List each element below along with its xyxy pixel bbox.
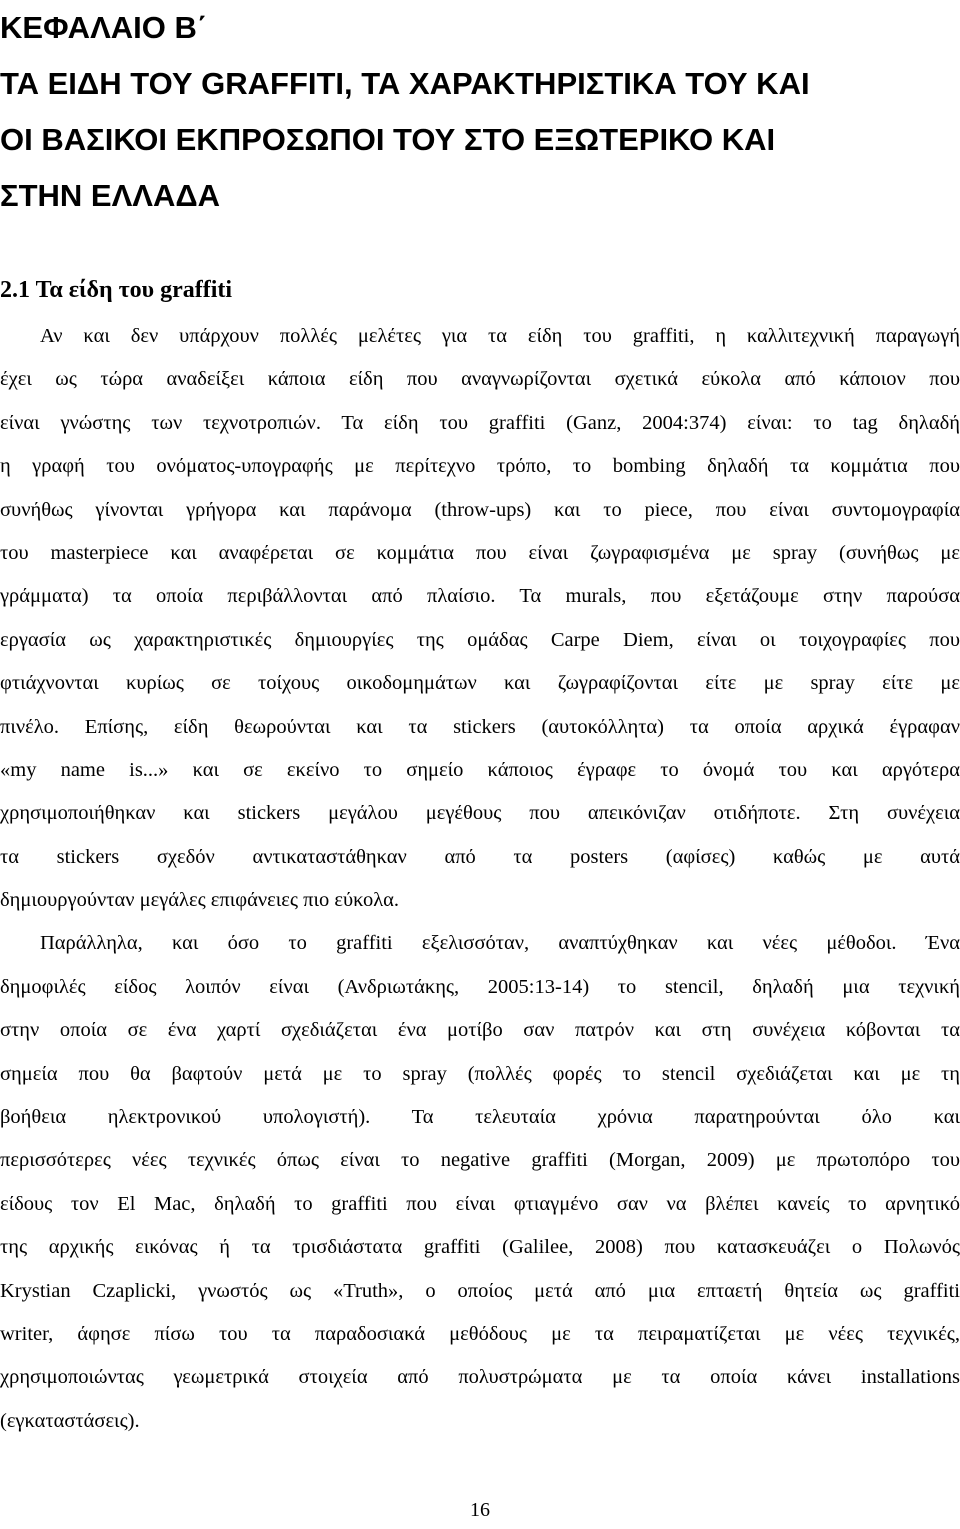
paragraph-new-methods <box>0 922 960 1443</box>
text-line: Αν και δεν υπάρχουν πολλές μελέτες για τα είδη του graffiti, η καλλιτεχνική παραγωγή <box>40 325 960 347</box>
text-line: χρησιμοποιήθηκαν και stickers μεγάλου μεγέθους που απεικόνιζαν οτιδήποτε. Στη συνέχεια <box>0 802 960 825</box>
chapter-heading-line: ΚΕΦΑΛΑΙΟ Β΄ <box>0 10 208 45</box>
text-line: γράμματα) τα οποία περιβάλλονται από πλαίσιο. Τα murals, που εξετάζουμε στην παρούσα <box>0 585 960 608</box>
text-line: writer, άφησε πίσω του τα παραδοσιακά μεθόδους με τα πειραματίζεται με νέες τεχνικές, <box>0 1322 960 1345</box>
text-line: η γραφή του ονόματος-υπογραφής με περίτεχνο τρόπο, το bombing δηλαδή τα κομμάτια που <box>0 455 960 478</box>
chapter-heading-line: ΟΙ ΒΑΣΙΚΟΙ ΕΚΠΡΟΣΩΠΟΙ ΤΟΥ ΣΤΟ ΕΞΩΤΕΡΙΚΟ ΚΑΙ <box>0 122 776 157</box>
text-line: του masterpiece και αναφέρεται σε κομμάτια που είναι ζωγραφισμένα με spray (συνήθως με <box>0 541 960 564</box>
text-line: περισσότερες νέες τεχνικές όπως είναι το negative graffiti (Morgan, 2009) με πρωτοπόρο του <box>0 1149 960 1172</box>
text-line: έχει ως τώρα αναδείξει κάποια είδη που αναγνωρίζονται σχετικά εύκολα από κάποιον που <box>0 368 960 391</box>
text-line: φτιάχνονται κυρίως σε τοίχους οικοδομημάτων και ζωγραφίζονται είτε με spray είτε με <box>0 672 960 695</box>
text-line: Παράλληλα, και όσο το graffiti εξελισσόταν, αναπτύχθηκαν και νέες μέθοδοι. Ένα <box>40 932 960 955</box>
section-heading: 2.1 Τα είδη του graffiti <box>0 277 233 303</box>
body-text <box>0 315 960 1443</box>
text-line: στην οποία σε ένα χαρτί σχεδιάζεται ένα μοτίβο σαν πατρόν και στη συνέχεια κόβονται τα <box>0 1019 960 1042</box>
text-line: εργασία ως χαρακτηριστικές δημιουργίες της ομάδας Carpe Diem, είναι οι τοιχογραφίες που <box>0 628 960 651</box>
chapter-heading-line: ΤΑ ΕΙΔΗ ΤΟΥ GRAFFITI, ΤΑ ΧΑΡΑΚΤΗΡΙΣΤΙΚΑ ΤΟΥ ΚΑΙ <box>0 66 810 101</box>
chapter-heading-line: ΣΤΗΝ ΕΛΛΑΔΑ <box>0 178 221 213</box>
page-number: 16 <box>470 1499 490 1521</box>
paragraph-types-of-graffiti <box>0 315 960 922</box>
text-line: τα stickers σχεδόν αντικαταστάθηκαν από τα posters (αφίσες) καθώς με αυτά <box>0 845 960 868</box>
text-line: δημοφιλές είδος λοιπόν είναι (Ανδριωτάκης, 2005:13-14) το stencil, δηλαδή μια τεχνική <box>0 975 960 998</box>
chapter-heading <box>0 0 960 224</box>
text-line: της αρχικής εικόνας ή τα τρισδιάστατα graffiti (Galilee, 2008) που κατασκευάζει ο Πολωνός <box>0 1236 960 1259</box>
text-line: Krystian Czaplicki, γνωστός ως «Truth», ο οποίος μετά από μια επταετή θητεία ως graffiti <box>0 1279 960 1302</box>
text-line: «my name is...» και σε εκείνο το σημείο κάποιος έγραφε το όνομά του και αργότερα <box>0 758 960 781</box>
text-line: σημεία που θα βαφτούν μετά με το spray (πολλές φορές το stencil σχεδιάζεται και με τη <box>0 1062 960 1085</box>
text-line: χρησιμοποιώντας γεωμετρικά στοιχεία από πολυστρώματα με τα οποία κάνει installations <box>0 1366 960 1389</box>
text-line: δημιουργούνταν μεγάλες επιφάνειες πιο εύκολα. <box>0 889 400 912</box>
text-line: συνήθως γίνονται γρήγορα και παράνομα (throw-ups) και το piece, που είναι συντομογραφία <box>0 498 960 521</box>
text-line: πινέλο. Επίσης, είδη θεωρούνται και τα stickers (αυτοκόλλητα) τα οποία αρχικά έγραφαν <box>0 715 960 738</box>
text-line: (εγκαταστάσεις). <box>0 1409 140 1432</box>
text-line: βοήθεια ηλεκτρονικού υπολογιστή). Τα τελευταία χρόνια παρατηρούνται όλο και <box>0 1106 960 1129</box>
text-line: είδους τον El Mac, δηλαδή το graffiti που είναι φτιαγμένο σαν να βλέπει κανείς το αρνητικό <box>0 1192 960 1215</box>
text-line: είναι γνώστης των τεχνοτροπιών. Τα είδη του graffiti (Ganz, 2004:374) είναι: το tag δηλαδή <box>0 411 960 434</box>
